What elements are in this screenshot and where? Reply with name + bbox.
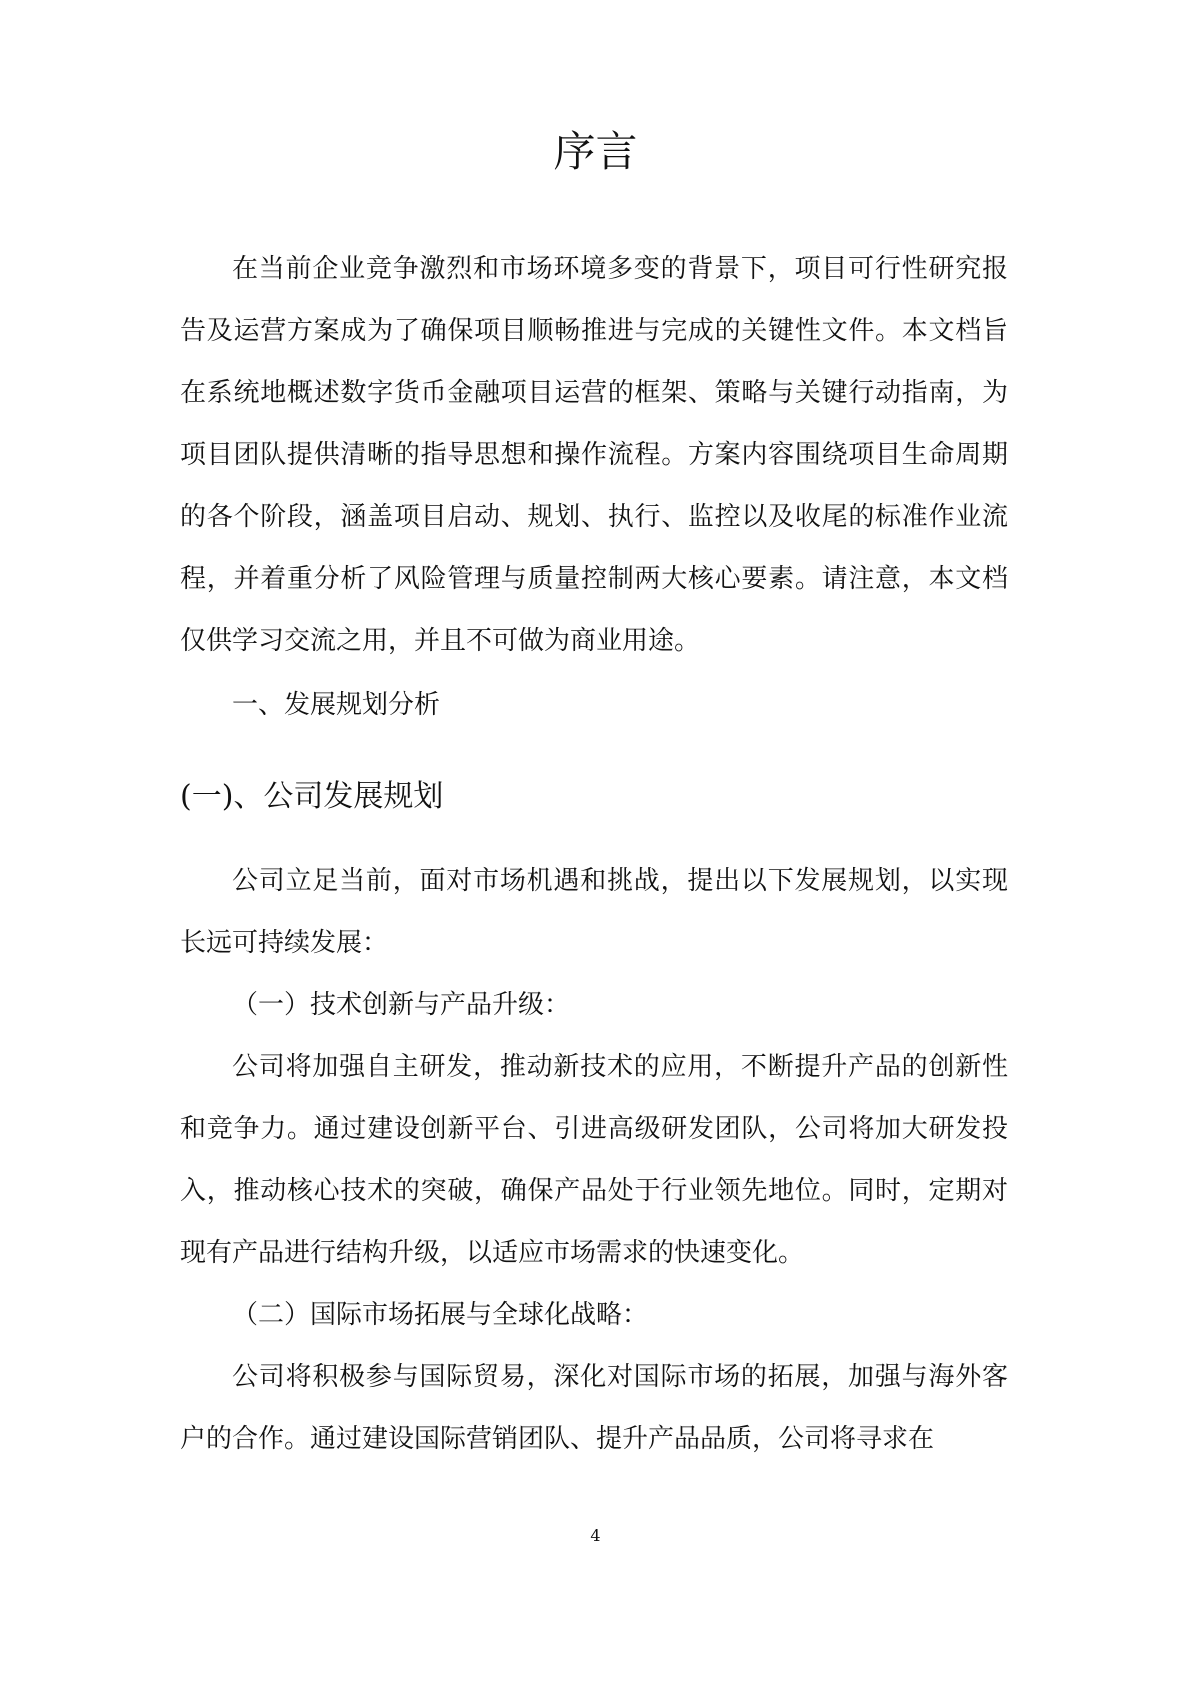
section-intro-paragraph: 公司立足当前，面对市场机遇和挑战，提出以下发展规划，以实现长远可持续发展： <box>180 866 1008 958</box>
page-number: 4 <box>590 1526 601 1545</box>
page-title: 序言 <box>553 127 638 176</box>
chapter-heading: 一、发展规划分析 <box>232 690 441 720</box>
subsection-heading-international-market: （二）国际市场拓展与全球化战略： <box>232 1300 649 1330</box>
section-heading: (一)、公司发展规划 <box>180 779 444 814</box>
tech-innovation-paragraph: 公司将加强自主研发，推动新技术的应用，不断提升产品的创新性和竞争力。通过建设创新平台、引进高级研发团队，公司将加大研发投入，推动核心技术的突破，确保产品处于行业领先地位。同时，定期对现有产品进行结构升级，以适应市场需求的快速变化。 <box>180 1052 1008 1268</box>
subsection-heading-tech-innovation: （一）技术创新与产品升级： <box>232 990 571 1020</box>
preface-paragraph: 在当前企业竞争激烈和市场环境多变的背景下，项目可行性研究报告及运营方案成为了确保项目顺畅推进与完成的关键性文件。本文档旨在系统地概述数字货币金融项目运营的框架、策略与关键行动指南，为项目团队提供清晰的指导思想和操作流程。方案内容围绕项目生命周期的各个阶段，涵盖项目启动、规划、执行、监控以及收尾的标准作业流程，并着重分析了风险管理与质量控制两大核心要素。请注意，本文档仅供学习交流之用，并且不可做为商业用途。 <box>180 254 1008 656</box>
international-market-paragraph: 公司将积极参与国际贸易，深化对国际市场的拓展，加强与海外客户的合作。通过建设国际营销团队、提升产品品质，公司将寻求在 <box>180 1362 1008 1454</box>
